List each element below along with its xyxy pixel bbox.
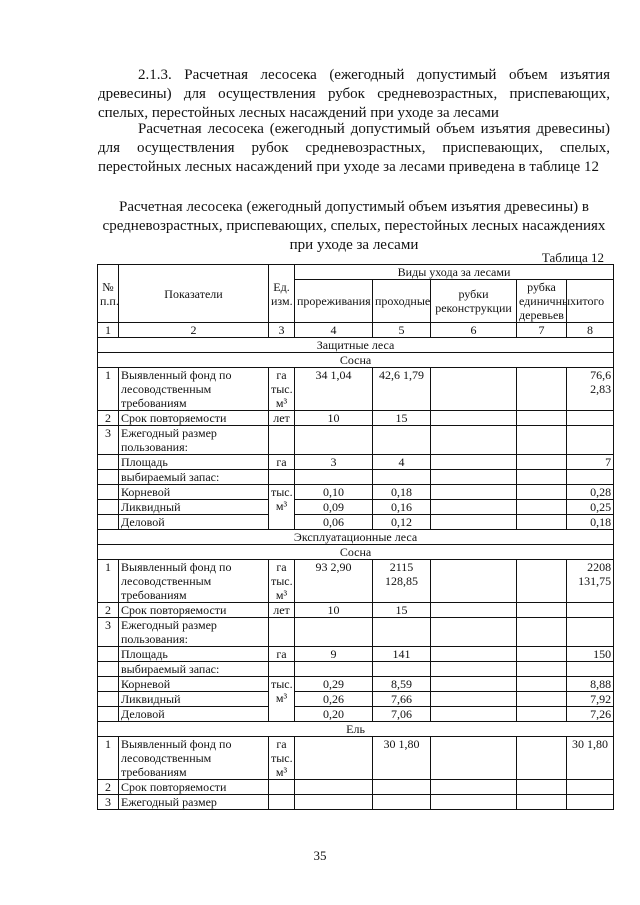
label-root: Корневой — [119, 485, 269, 500]
label-annual: Ежегодный размер пользования: — [119, 426, 269, 455]
header-passage: проходные — [373, 280, 431, 323]
label-stock: выбираемый запас: — [119, 470, 269, 485]
cell-value: 0,10 — [295, 485, 373, 500]
cell-value: 0,09 — [295, 500, 373, 515]
table-row: 3 Ежегодный размер — [98, 795, 614, 810]
cell-value: 0,20 — [295, 707, 373, 722]
table-row — [98, 485, 614, 500]
section-row — [98, 530, 614, 545]
cell-value: 4 — [373, 455, 431, 470]
label-fund: Выявленный фонд по лесоводственным требованиям — [119, 737, 269, 780]
cell-value: 0,29 — [295, 677, 373, 692]
label-liquid: Ликвидный — [119, 692, 269, 707]
label-liquid: Ликвидный — [119, 500, 269, 515]
label-repeat: Срок повторяемости — [119, 780, 269, 795]
label-stock: выбираемый запас: — [119, 662, 269, 677]
label-repeat: Срок повторяемости — [119, 603, 269, 618]
label-annual: Ежегодный размер пользования: — [119, 618, 269, 647]
table-row: 2 Срок повторяемости лет 10 15 — [98, 411, 614, 426]
header-reconstruction: рубки реконструкции — [431, 280, 517, 323]
table-row — [98, 692, 614, 707]
label-annual-short: Ежегодный размер — [119, 795, 269, 810]
cell-value: 2208 131,75 — [567, 560, 614, 603]
intro-paragraph: Расчетная лесосека (ежегодный допустимый объем изъятия древесины) для осуществления рубок средневозрастных, приспевающих, спелых, перестойных лесных насаждений при уходе за лесами приведена в таблице 12 — [98, 121, 610, 175]
table-title: Расчетная лесосека (ежегодный допустимый объем изъятия древесины) в средневозрастных, приспевающих, спелых, перестойных лесных насаждениях при уходе за лесами — [102, 199, 606, 253]
cell-value: 30 1,80 — [567, 737, 614, 780]
col-number: 8 — [567, 323, 614, 338]
cell-value: 0,18 — [373, 485, 431, 500]
table-row: 2 Срок повторяемости лет 10 15 — [98, 603, 614, 618]
table-row — [98, 515, 614, 530]
col-number: 2 — [119, 323, 269, 338]
unit-fund: га тыс. м³ — [269, 560, 295, 603]
table-row: 3 Ежегодный размер пользования: — [98, 618, 614, 647]
species-row — [98, 545, 614, 560]
label-area: Площадь — [119, 647, 269, 662]
header-thinning: прореживания — [295, 280, 373, 323]
header-total: итого — [567, 280, 614, 323]
cell-value: 0,25 — [567, 500, 614, 515]
species-pine: Сосна — [98, 353, 614, 368]
header-indicators: Показатели — [119, 265, 269, 323]
label-business: Деловой — [119, 707, 269, 722]
cell-value: 93 2,90 — [295, 560, 373, 603]
cell-value: 3 — [295, 455, 373, 470]
column-number-row — [98, 323, 614, 338]
species-row — [98, 353, 614, 368]
unit-ha: га — [269, 455, 295, 470]
col-number: 1 — [98, 323, 119, 338]
species-pine: Сосна — [98, 545, 614, 560]
label-fund: Выявленный фонд по лесоводственным требованиям — [119, 368, 269, 411]
section-heading: 2.1.3. Расчетная лесосека (ежегодный допустимый объем изъятия древесины) для осуществления рубок средневозрастных, приспевающих, спелых, перестойных лесных насаждений при уходе за лесами — [98, 67, 610, 121]
page-number: 35 — [313, 848, 327, 863]
unit-years: лет — [269, 411, 295, 426]
table-row: 2 Срок повторяемости — [98, 780, 614, 795]
header-single-trees: рубка единичных деревьев — [517, 280, 567, 323]
cell-value: 15 — [373, 411, 431, 426]
unit-years: лет — [269, 603, 295, 618]
unit-ha: га — [269, 647, 295, 662]
table-row — [98, 500, 614, 515]
col-number: 3 — [269, 323, 295, 338]
label-area: Площадь — [119, 455, 269, 470]
cell-value: 8,59 — [373, 677, 431, 692]
header-row — [98, 265, 614, 280]
species-spruce: Ель — [98, 722, 614, 737]
cutting-area-table — [97, 264, 614, 810]
cell-value: 0,18 — [567, 515, 614, 530]
col-number: 6 — [431, 323, 517, 338]
section-exploitation: Эксплуатационные леса — [98, 530, 614, 545]
header-num: № п.п. — [98, 265, 119, 323]
header-unit: Ед. изм. — [269, 265, 295, 323]
cell-value: 42,6 1,79 — [373, 368, 431, 411]
species-row — [98, 722, 614, 737]
table-number: Таблица 12 — [541, 250, 604, 265]
cell-value: 10 — [295, 603, 373, 618]
cell-value: 7,06 — [373, 707, 431, 722]
cell-value: 150 — [567, 647, 614, 662]
table-row — [98, 707, 614, 722]
cell-value: 0,16 — [373, 500, 431, 515]
table-row — [98, 662, 614, 677]
unit-stock: тыс. м³ — [269, 677, 295, 722]
cell-value: 7 — [567, 455, 614, 470]
label-repeat: Срок повторяемости — [119, 411, 269, 426]
cell-value: 0,06 — [295, 515, 373, 530]
cell-value: 7,92 — [567, 692, 614, 707]
cell-value: 141 — [373, 647, 431, 662]
label-business: Деловой — [119, 515, 269, 530]
cell-value: 0,28 — [567, 485, 614, 500]
cell-value: 10 — [295, 411, 373, 426]
cell-value: 7,66 — [373, 692, 431, 707]
col-number: 4 — [295, 323, 373, 338]
cell-value: 8,88 — [567, 677, 614, 692]
table-row — [98, 470, 614, 485]
cell-value: 2115 128,85 — [373, 560, 431, 603]
cell-value: 76,6 2,83 — [567, 368, 614, 411]
table-row: 1 Выявленный фонд по лесоводственным требованиям га тыс. м³ 34 1,04 42,6 1,79 76,6 2,83 — [98, 368, 614, 411]
col-number: 5 — [373, 323, 431, 338]
section-protective: Защитные леса — [98, 338, 614, 353]
header-care-types: Виды ухода за лесами — [295, 265, 614, 280]
cell-value: 15 — [373, 603, 431, 618]
label-fund: Выявленный фонд по лесоводственным требованиям — [119, 560, 269, 603]
table-row: 1 Выявленный фонд по лесоводственным требованиям га тыс. м³ 93 2,90 2115 128,85 2208 131,75 — [98, 560, 614, 603]
table-row: 1 Выявленный фонд по лесоводственным требованиям га тыс. м³ 30 1,80 30 1,80 — [98, 737, 614, 780]
cell-value: 0,26 — [295, 692, 373, 707]
table-row: 3 Ежегодный размер пользования: — [98, 426, 614, 455]
table-row — [98, 677, 614, 692]
label-root: Корневой — [119, 677, 269, 692]
cell-value: 9 — [295, 647, 373, 662]
unit-fund: га тыс. м³ — [269, 737, 295, 780]
col-number: 7 — [517, 323, 567, 338]
unit-fund: га тыс. м³ — [269, 368, 295, 411]
section-row — [98, 338, 614, 353]
table-row — [98, 647, 614, 662]
unit-stock: тыс. м³ — [269, 485, 295, 530]
cell-value: 0,12 — [373, 515, 431, 530]
cell-value: 7,26 — [567, 707, 614, 722]
cell-value: 34 1,04 — [295, 368, 373, 411]
cell-value: 30 1,80 — [373, 737, 431, 780]
table-row — [98, 455, 614, 470]
